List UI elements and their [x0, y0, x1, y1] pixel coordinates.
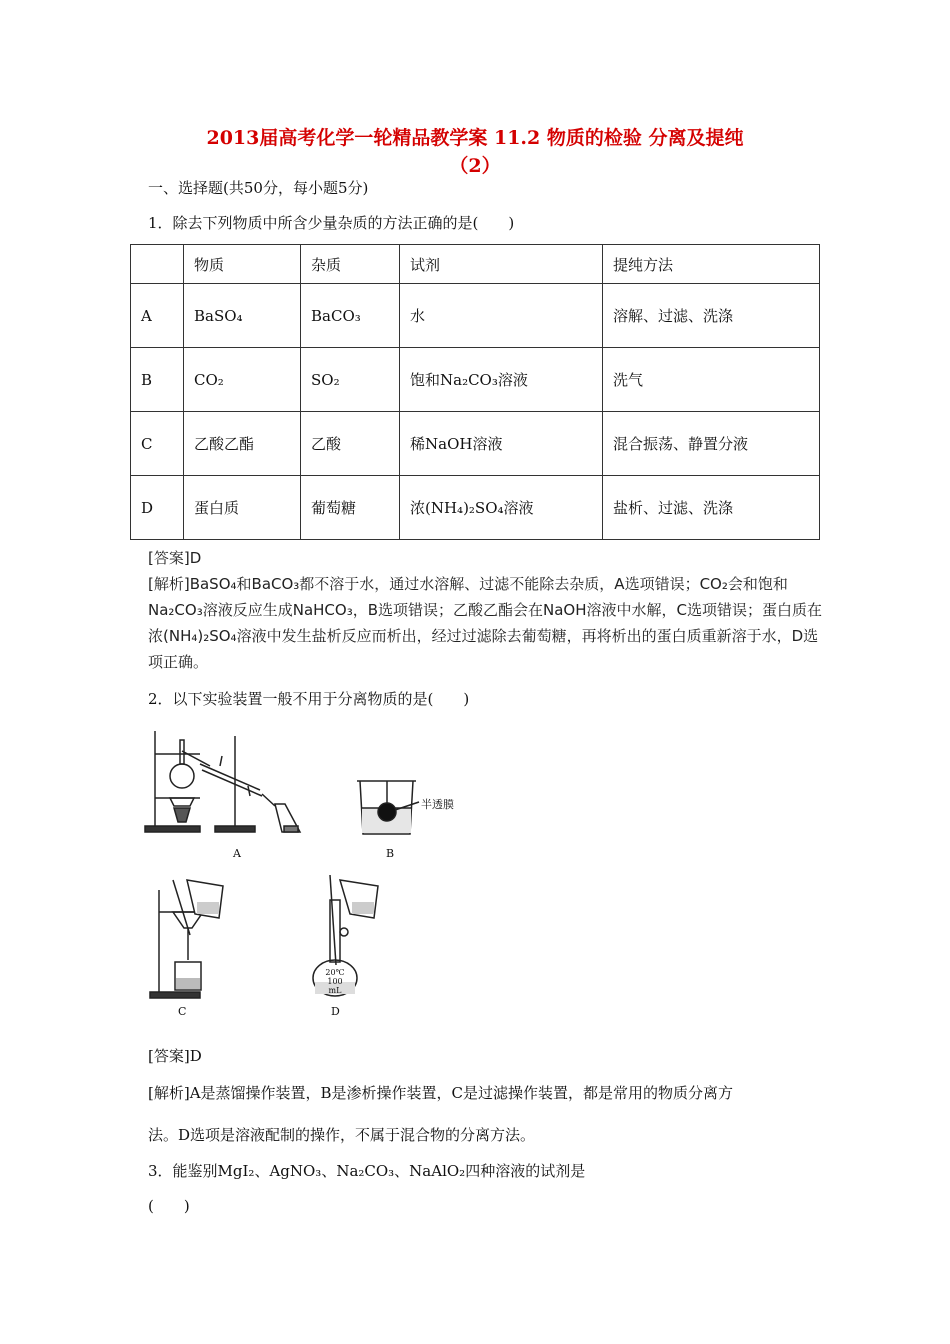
question-3-stem: 3．能鉴别MgI₂、AgNO₃、Na₂CO₃、NaAlO₂四种溶液的试剂是 — [148, 1162, 586, 1180]
table-header-cell: 提纯方法 — [603, 245, 820, 284]
table-cell: B — [131, 348, 184, 412]
table-cell: 溶解、过滤、洗涤 — [603, 284, 820, 348]
figure-label-b: B — [386, 847, 395, 860]
question-3-blank: ( ) — [148, 1197, 190, 1215]
table-header-cell: 杂质 — [301, 245, 400, 284]
table-cell: 乙酸 — [301, 412, 400, 476]
table-cell: BaCO₃ — [301, 284, 400, 348]
table-row — [131, 348, 820, 412]
question-2-answer: [答案]D — [148, 1047, 202, 1065]
table-cell: C — [131, 412, 184, 476]
table-cell: 混合振荡、静置分液 — [603, 412, 820, 476]
volumetric-flask-figure — [300, 870, 400, 1000]
table-cell: 洗气 — [603, 348, 820, 412]
flask-temperature-mark: 20℃ — [325, 968, 345, 977]
question-1-table — [130, 244, 820, 540]
table-cell: CO₂ — [184, 348, 301, 412]
filtration-apparatus-figure — [145, 870, 245, 1000]
table-cell: SO₂ — [301, 348, 400, 412]
table-header-cell: 试剂 — [400, 245, 603, 284]
question-2-analysis-line-2: 法。D选项是溶液配制的操作，不属于混合物的分离方法。 — [148, 1126, 536, 1144]
question-1-answer-block — [148, 545, 824, 675]
table-row — [131, 412, 820, 476]
question-1-stem: 1．除去下列物质中所含少量杂质的方法正确的是( ) — [148, 214, 515, 232]
figure-label-c: C — [178, 1005, 187, 1018]
table-cell: 浓(NH₄)₂SO₄溶液 — [400, 476, 603, 540]
table-cell: 水 — [400, 284, 603, 348]
table-row — [131, 284, 820, 348]
table-header-cell — [131, 245, 184, 284]
table-row — [131, 476, 820, 540]
question-2-stem: 2．以下实验装置一般不用于分离物质的是( ) — [148, 690, 470, 708]
question-2-analysis-line-1: [解析]A是蒸馏操作装置，B是渗析操作装置，C是过滤操作装置，都是常用的物质分离方 — [148, 1084, 734, 1102]
table-cell: BaSO₄ — [184, 284, 301, 348]
document-title — [0, 124, 950, 180]
table-cell: 饱和Na₂CO₃溶液 — [400, 348, 603, 412]
table-header-cell: 物质 — [184, 245, 301, 284]
section-heading: 一、选择题(共50分，每小题5分) — [148, 179, 369, 197]
figure-label-a: A — [233, 847, 241, 860]
table-cell: D — [131, 476, 184, 540]
question-1-analysis: [解析]BaSO₄和BaCO₃都不溶于水，通过水溶解、过滤不能除去杂质，A选项错误；CO₂会和饱和Na₂CO₃溶液反应生成NaHCO₃，B选项错误；乙酸乙酯会在NaOH溶液中水解，C选项错误；蛋白质在浓(NH₄)₂SO₄溶液中发生盐析反应而析出，经过过滤除去葡萄糖，再将析出的蛋白质重新溶于水，D选项正确。 — [148, 575, 822, 671]
distillation-apparatus-figure — [140, 726, 310, 836]
title-line-1: 2013届高考化学一轮精品教学案 11.2 物质的检验 分离及提纯 — [206, 127, 744, 149]
question-1-answer: [答案]D — [148, 549, 202, 567]
title-line-2: （2） — [449, 155, 501, 177]
table-cell: 蛋白质 — [184, 476, 301, 540]
flask-markings — [320, 968, 350, 995]
flask-volume-mark: 100 mL — [327, 977, 343, 995]
table-cell: 葡萄糖 — [301, 476, 400, 540]
figure-label-d: D — [331, 1005, 340, 1018]
table-cell: 乙酸乙酯 — [184, 412, 301, 476]
table-cell: 稀NaOH溶液 — [400, 412, 603, 476]
table-cell: A — [131, 284, 184, 348]
table-header-row — [131, 245, 820, 284]
semipermeable-membrane-label: 半透膜 — [421, 798, 454, 811]
table-cell: 盐析、过滤、洗涤 — [603, 476, 820, 540]
